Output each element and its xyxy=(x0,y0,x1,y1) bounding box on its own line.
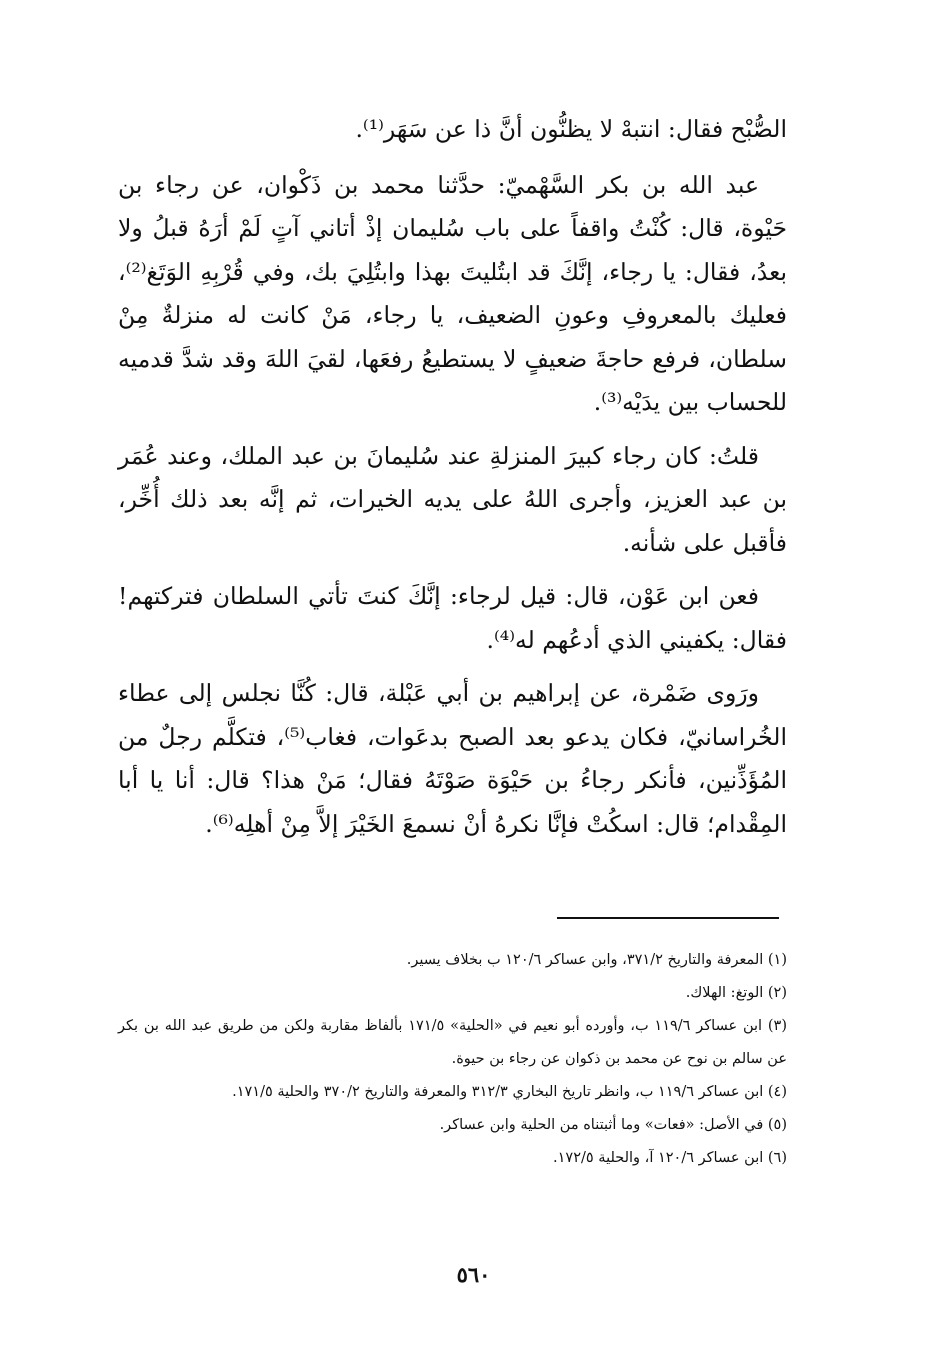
paragraph-4: فعن ابن عَوْن، قال: قيل لرجاء: إنَّكَ كنتَ تأتي السلطان فتركتهم! فقال: يكفيني الذي أدعُهم له⁽⁴⁾. xyxy=(118,582,787,654)
main-text xyxy=(118,108,787,846)
footnote-separator xyxy=(557,917,779,919)
footnote-1: (١) المعرفة والتاريخ ٣٧١/٢، وابن عساكر ١٢٠/٦ ب بخلاف يسير. xyxy=(406,952,787,968)
footnote-6: (٦) ابن عساكر ١٢٠/٦ آ، والحلية ١٧٢/٥. xyxy=(553,1150,787,1166)
paragraph-5: ورَوى ضَمْرة، عن إبراهيم بن أبي عَبْلة، قال: كُنَّا نجلس إلى عطاء الخُراسانيّ، فكان يدعو بعد الصبح بدعَوات، فغاب⁽⁵⁾، فتكلَّم رجلٌ من المُؤَذِّنين، فأنكر رجاءُ بن حَيْوَة صَوْتَهُ فقال؛ مَنْ هذا؟ قال: أنا يا أبا المِقْدام؛ قال: اسكُتْ فإنَّا نكرهُ أنْ نسمعَ الخَيْرَ إلاَّ مِنْ أهلِه⁽⁶⁾. xyxy=(118,679,787,838)
paragraph-1: الصُّبْح فقال: انتبهْ لا يظنُّون أنَّ ذا عن سَهَر⁽¹⁾. xyxy=(355,115,787,143)
page-number: ٥٦٠ xyxy=(456,1262,491,1287)
footnote-3: (٣) ابن عساكر ١١٩/٦ ب، وأورده أبو نعيم في «الحلية» ١٧١/٥ بألفاظ مقاربة ولكن من طريق عبد الله بن بكر عن سالم بن نوح عن محمد بن ذكوان عن رجاء بن حيوة. xyxy=(118,1018,787,1067)
paragraph-3: قلتُ: كان رجاء كبيرَ المنزلةِ عند سُليمانَ بن عبد الملك، وعند عُمَر بن عبد العزيز، وأجرى اللهُ على يديه الخيرات، ثم إنَّه بعد ذلك أُخِّر، فأقبل على شأنه. xyxy=(118,441,787,557)
footnote-5: (٥) في الأصل: «فعات» وما أثبتناه من الحلية وابن عساكر. xyxy=(439,1117,787,1133)
footnote-2: (٢) الوتغ: الهلاك. xyxy=(685,985,787,1001)
paragraph-2: عبد الله بن بكر السَّهْميّ: حدَّثنا محمد بن ذَكْوان، عن رجاء بن حَيْوة، قال: كُنْتُ واقفاً على باب سُليمان إذْ أتاني آتٍ لَمْ أرَهُ قبلُ ولا بعدُ، فقال: يا رجاء، إنَّكَ قد ابتُليتَ بهذا وابتُلِيَ بك، وفي قُرْبِهِ الوَتَغ⁽²⁾، فعليك بالمعروفِ وعونِ الضعيف، يا رجاء، مَنْ كانت له منزلةٌ مِنْ سلطان، فرفع حاجةَ ضعيفٍ لا يستطيعُ رفعَها، لقيَ اللهَ وقد شدَّ قدميه للحساب بين يدَيْه⁽³⁾. xyxy=(118,170,787,416)
footnote-4: (٤) ابن عساكر ١١٩/٦ ب، وانظر تاريخ البخاري ٣١٢/٣ والمعرفة والتاريخ ٣٧٠/٢ والحلية ١٧١/٥. xyxy=(232,1084,787,1100)
footnotes xyxy=(118,944,787,1175)
